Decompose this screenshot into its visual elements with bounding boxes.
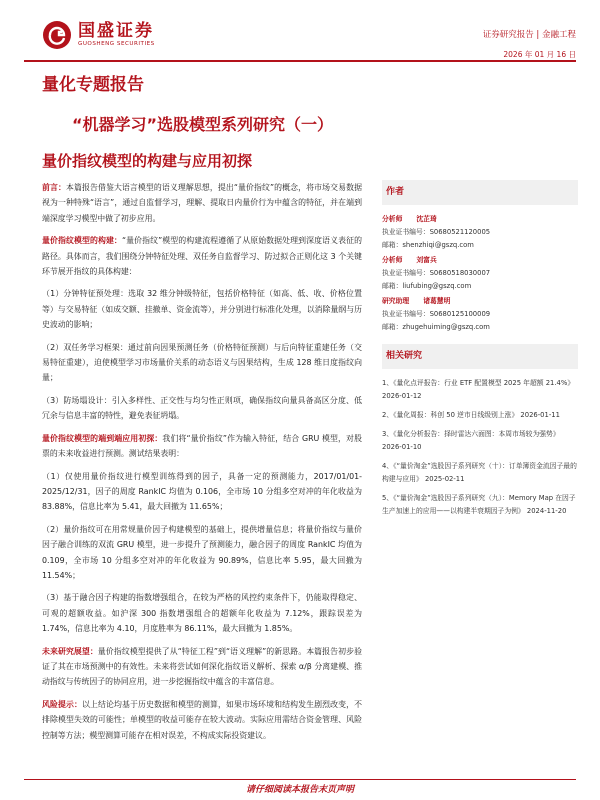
application-label: 量价指纹模型的端到端应用初探：: [42, 433, 163, 443]
related-research-heading: 相关研究: [382, 344, 578, 369]
author-name: 沈芷琦: [416, 215, 437, 223]
related-date: 2024-11-20: [526, 507, 567, 515]
report-date: 2026 年 01 月 16 日: [503, 50, 576, 59]
related-research-item[interactable]: [382, 428, 578, 454]
related-title: 5、《“量价淘金”选股因子系列研究（九）：Memory Map 在因子生产加速上的应用——以构建半衰期因子为例》: [382, 494, 576, 515]
related-research-item[interactable]: [382, 377, 578, 403]
related-title: 2、《量化周报：科创 50 逆市日线级别上涨》: [382, 411, 519, 419]
report-body: [42, 180, 362, 780]
related-date: 2026-01-11: [520, 411, 560, 419]
author-email[interactable]: 邮箱：zhugehuiming@gszq.com: [382, 323, 490, 331]
author-role: 分析师: [382, 256, 403, 264]
result-1-paragraph: （1）仅使用量价指纹进行模型训练得到的因子，具备一定的预测能力，2017/01/01-2025/12/31，因子的周度 RankIC 均值为 0.106，全市场 10 分组多空对冲的年化收益为 83.88%，信息比率为 5.41，最大回撤为 11.65%；: [42, 471, 362, 512]
author-card: [382, 254, 578, 293]
construction-label: 量价指纹模型的构建：: [42, 236, 122, 246]
author-role: 研究助理: [382, 297, 410, 305]
outlook-paragraph: [42, 644, 362, 690]
related-date: 2026-01-10: [382, 443, 422, 451]
preface-text: 本篇报告借鉴大语言模型的语义理解思想，提出“量价指纹”的概念，将市场交易数据视为一种特殊“语言”，通过自监督学习，理解、提取日内量价行为中蕴含的特征，并在端到端深度学习模型中做了初步应用。: [42, 183, 362, 223]
header-divider: [24, 60, 576, 62]
footer-divider: [24, 779, 576, 780]
related-research-item[interactable]: [382, 492, 578, 518]
report-category: 证券研究报告 | 金融工程: [482, 30, 576, 40]
author-email[interactable]: 邮箱：liufubing@gszq.com: [382, 282, 472, 290]
author-role: 分析师: [382, 215, 403, 223]
step-1-paragraph: （1）分钟特征预处理：选取 32 维分钟级特征，包括价格特征（如高、低、收、价格位置等）与交易特征（如成交额、挂撤单、资金流等），并分别进行标准化处理，以消除量纲与历史波动的影响；: [42, 289, 362, 330]
author-card: [382, 295, 578, 334]
footer-disclaimer: 请仔细阅读本报告末页声明: [245, 785, 354, 795]
application-text: 我们将“量价指纹”作为输入特征，结合 GRU 模型，对股票的未来收益进行预测。测试结果表明：: [42, 433, 362, 459]
step-3-paragraph: （3）防场塌设计：引入多样性、正交性与均匀性正则项，确保指纹向量具备高区分度、低冗余与信息丰富的特性，避免表征坍塌。: [42, 395, 362, 421]
sub-title: 量价指纹模型的构建与应用初探: [42, 152, 253, 170]
related-title: 4、《“量价淘金”选股因子系列研究（十）：订单簿资金流因子最的构建与应用》: [382, 462, 577, 483]
series-title: 量化专题报告: [42, 75, 144, 95]
application-paragraph: [42, 431, 362, 462]
related-research-item[interactable]: [382, 460, 578, 486]
step-2-paragraph: （2）双任务学习框架：通过前向因果预测任务（价格特征预测）与后向特征重建任务（交易特征重建），迫使模型学习市场量价关系的动态语义与因果结构，生成 128 维日度指纹向量；: [42, 342, 362, 383]
guosheng-logo-icon: [42, 20, 72, 50]
author-card: [382, 213, 578, 252]
author-name: 刘富兵: [416, 256, 437, 264]
preface-paragraph: [42, 180, 362, 226]
outlook-text: 量价指纹模型提供了从“特征工程”到“语义理解”的新思路。本篇报告初步验证了其在市场预测中的有效性。未来将尝试如何深化指纹语义解析、探索 α/β 分离建模、推动指纹与传统因子的协同应用，进一步挖掘指纹中蕴含的丰富信息。: [42, 646, 362, 687]
author-cert: 执业证书编号：S0680521120005: [382, 228, 491, 236]
construction-text: “量价指纹”模型的构建流程遵循了从原始数据处理到深度语义表征的路径。具体而言，我们围绕分钟特征处理、双任务自监督学习、防过拟合正则化这 3 个关键环节展开指纹的具体构建：: [42, 236, 362, 277]
author-name: 诸葛慧明: [423, 297, 451, 305]
authors-heading: 作者: [382, 180, 578, 205]
preface-label: 前言：: [42, 183, 66, 192]
related-research-item[interactable]: [382, 409, 578, 422]
outlook-label: 未来研究展望：: [42, 646, 98, 656]
construction-paragraph: [42, 233, 362, 279]
author-cert: 执业证书编号：S0680125100009: [382, 310, 491, 318]
risk-label: 风险提示：: [42, 699, 83, 709]
risk-text: 以上结论均基于历史数据和模型的测算，如果市场环境和结构发生剧烈改变，不排除模型失效的可能性；单模型的收益可能存在较大波动。实际应用需结合资金管理、风险控制等方法；模型测算可能存在相对误差，不构成实际投资建议。: [42, 699, 362, 740]
logo-english-name: GUOSHENG SECURITIES: [78, 41, 155, 47]
author-cert: 执业证书编号：S0680518030007: [382, 269, 491, 277]
related-title: 1、《量化点评报告：行业 ETF 配置模型 2025 年超额 21.4%》: [382, 379, 575, 387]
main-title: “机器学习”选股模型系列研究（一）: [72, 115, 334, 134]
author-email[interactable]: 邮箱：shenzhiqi@gszq.com: [382, 241, 474, 249]
related-date: 2026-01-12: [382, 392, 422, 400]
result-2-paragraph: （2）量价指纹可在用常规量价因子构建模型的基础上，提供增量信息；将量价指纹与量价因子融合训练的双流 GRU 模型，进一步提升了预测能力，融合因子的周度 RankIC 均值为 0.109，全市场 10 分组多空对冲的年化收益为 90.89%，信息比率 5.95，最大回撤为 11.54%；: [42, 524, 362, 580]
result-3-paragraph: （3）基于融合因子构建的指数增强组合，在较为严格的风控约束条件下，仍能取得稳定、可观的超额收益。如沪深 300 指数增强组合的超额年化收益为 7.12%，跟踪误差为 1.74%，信息比率为 4.10，月度胜率为 86.11%，最大回撤为 1.85%。: [42, 593, 362, 634]
related-title: 3、《量化分析报告：择时雷达六面图：本周市场较为强势》: [382, 430, 560, 438]
company-logo: [42, 20, 155, 50]
related-date: 2025-02-11: [424, 475, 465, 483]
sidebar: [382, 180, 578, 700]
logo-chinese-name: 国盛证券: [78, 21, 154, 41]
risk-paragraph: [42, 697, 362, 743]
